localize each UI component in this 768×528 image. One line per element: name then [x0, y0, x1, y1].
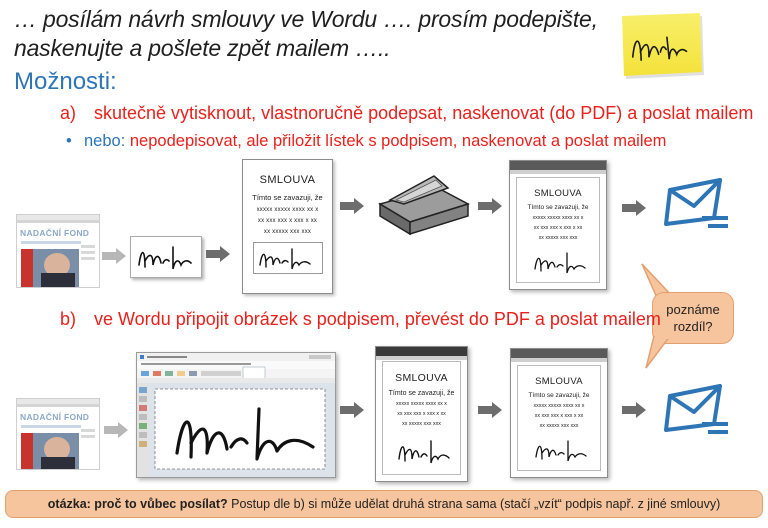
arrow-right-icon	[478, 402, 502, 423]
arrow-right-icon	[478, 198, 502, 219]
scanner-icon	[376, 168, 472, 238]
arrow-right-icon	[102, 248, 126, 269]
option-b-text: ve Wordu připojit obrázek s podpisem, převést do PDF a poslat mailem	[94, 309, 661, 329]
quote-line-1: … posílám návrh smlouvy ve Wordu …. prosím podepište,	[14, 6, 598, 32]
word-line-2: xxxxx xxxxx xxxx xx x	[396, 401, 447, 407]
option-a-label: a)	[60, 103, 77, 123]
word-toolbar	[376, 356, 467, 360]
pdf-toolbar	[511, 358, 607, 362]
pdf-page	[517, 365, 601, 471]
arrow-right-icon	[206, 246, 230, 267]
arrow-right-icon	[104, 422, 128, 443]
pdf-line-4: xx xxxxx xxx xxx	[538, 235, 578, 241]
option-a-note-prefix: nebo:	[84, 132, 126, 150]
pdf-signature-icon	[523, 247, 593, 275]
pdf-viewer-window	[509, 160, 607, 290]
thumbnail-text: NADAČNÍ FOND	[20, 412, 90, 422]
word-document-window	[375, 346, 468, 482]
contract-line-1: Tímto se zavazuji, že	[252, 193, 323, 202]
pdf-title-bar	[511, 349, 607, 358]
option-a-text: skutečně vytisknout, vlastnoručně podepsat, naskenovat (do PDF) a poslat mailem	[94, 103, 754, 123]
option-b-label: b)	[60, 309, 77, 329]
question-bar	[5, 490, 763, 518]
pdf-title: SMLOUVA	[534, 188, 582, 199]
signed-contract-document	[242, 159, 333, 294]
question-text: otázka: proč to vůbec posílat?	[47, 497, 228, 511]
pdf-line-3: xx xxx xxx x xxx x xx	[533, 225, 583, 231]
arrow-right-icon	[622, 200, 646, 221]
word-line-1: Tímto se zavazuji, že	[388, 390, 455, 397]
pdf-line-3: xx xxx xxx x xxx x xx	[534, 413, 584, 419]
pdf-toolbar	[510, 170, 606, 174]
pdf-title: SMLOUVA	[535, 376, 583, 387]
quote-line-2: naskenujte a pošlete zpět mailem …..	[14, 35, 391, 61]
option-a	[60, 103, 753, 124]
bullet: •	[66, 132, 72, 150]
arrow-right-icon	[340, 402, 364, 423]
option-a-note	[66, 132, 666, 151]
bubble-line-2: rozdíl?	[673, 319, 713, 334]
pdf-line-2: xxxxx xxxxx xxxx xx x	[533, 403, 585, 409]
pdf-line-1: Tímto se zavazuji, že	[528, 392, 590, 399]
contract-title: SMLOUVA	[259, 174, 316, 186]
mail-icon	[664, 174, 732, 234]
arrow-right-icon	[622, 402, 646, 423]
contract-line-3: xx xxx xxx x xxx x xx	[257, 218, 318, 224]
web-thumbnail	[16, 398, 100, 470]
mail-icon	[664, 380, 732, 440]
arrow-right-icon	[340, 198, 364, 219]
thumbnail-text: NADAČNÍ FOND	[20, 228, 90, 238]
pdf-page	[516, 177, 600, 283]
word-title: SMLOUVA	[395, 372, 448, 384]
web-thumbnail	[16, 214, 100, 288]
pdf-viewer-window	[510, 348, 608, 478]
heading-moznosti: Možnosti:	[14, 68, 117, 95]
question-answer: Postup dle b) si může udělat druhá strana sama (stačí „vzít“ podpis např. z jiné smlouvy)	[227, 497, 721, 511]
paint-editor-icon	[136, 352, 336, 478]
option-a-note-text: nepodepisovat, ale přiložit lístek s podpisem, naskenovat a poslat mailem	[125, 132, 667, 150]
pdf-line-4: xx xxxxx xxx xxx	[539, 423, 579, 429]
pdf-signature-icon	[524, 435, 594, 463]
contract-line-2: xxxxx xxxxx xxxx xx x	[256, 207, 319, 213]
pdf-title-bar	[510, 161, 606, 170]
bubble-tail-bottom	[642, 336, 678, 370]
contract-line-4: xx xxxxx xxx xxx	[263, 229, 312, 235]
signature-icon	[130, 236, 202, 278]
word-signature-icon	[387, 435, 457, 465]
bubble-line-1: poznáme	[666, 302, 720, 317]
sticky-note-icon	[616, 10, 706, 80]
contract-signature-icon	[253, 242, 323, 274]
pdf-line-1: Tímto se zavazuji, že	[527, 204, 589, 211]
option-b	[60, 309, 661, 330]
word-line-3: xx xxx xxx x xxx x xx	[397, 411, 446, 417]
word-line-4: xx xxxxx xxx xxx	[402, 421, 441, 427]
word-page	[382, 361, 461, 475]
pdf-line-2: xxxxx xxxxx xxxx xx x	[532, 215, 584, 221]
word-title-bar	[376, 347, 467, 356]
